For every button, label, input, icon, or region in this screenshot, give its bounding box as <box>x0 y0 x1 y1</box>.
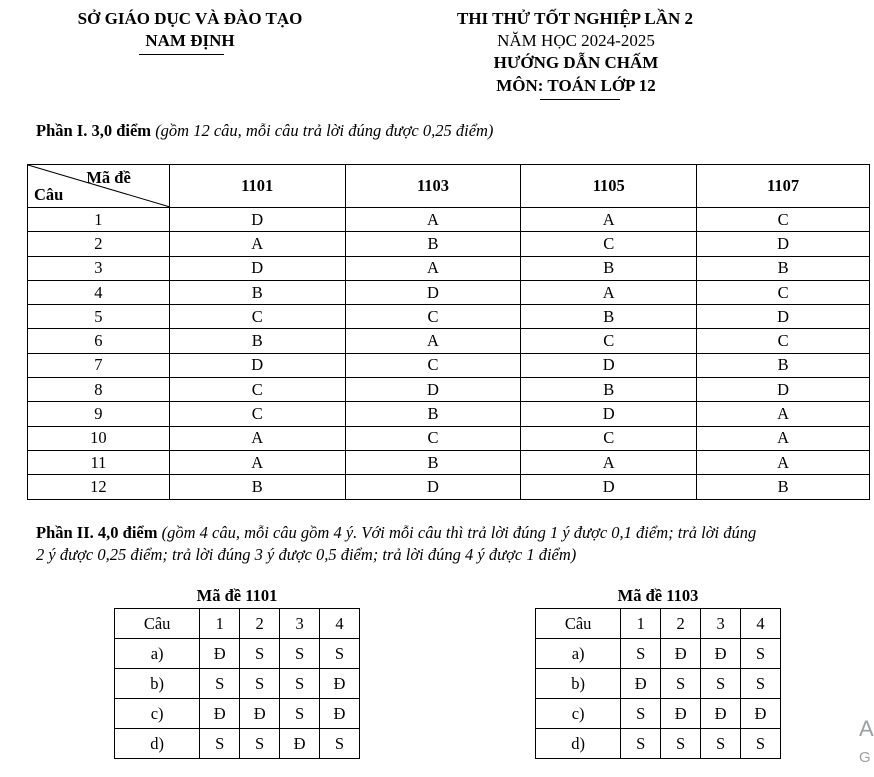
code-header: 1103 <box>345 165 521 208</box>
tf-row-label: d) <box>536 729 621 759</box>
part1-note: (gồm 12 câu, mỗi câu trả lời đúng được 0,25 điểm) <box>155 121 494 140</box>
answer-row <box>28 353 870 377</box>
answer-cell: C <box>521 426 697 450</box>
tf-row-label: b) <box>115 669 200 699</box>
tf-header-item: 2 <box>661 609 701 639</box>
tf-answer-cell: Đ <box>200 639 240 669</box>
answer-cell: A <box>521 208 697 232</box>
answer-cell: D <box>697 378 870 402</box>
tf-header-question: Câu <box>536 609 621 639</box>
part2-line-1 <box>36 522 866 544</box>
answer-cell: A <box>345 329 521 353</box>
tf-answer-cell: S <box>320 639 360 669</box>
tf-answer-cell: S <box>200 729 240 759</box>
school-year: NĂM HỌC 2024-2025 <box>497 31 655 50</box>
org-line-1: SỞ GIÁO DỤC VÀ ĐÀO TẠO <box>77 9 303 28</box>
code-header: 1107 <box>697 165 870 208</box>
question-number: 9 <box>28 402 170 426</box>
answer-cell: A <box>169 450 345 474</box>
answer-cell: D <box>345 378 521 402</box>
tf-row <box>115 699 360 729</box>
doc-type: HƯỚNG DẪN CHẤM <box>493 53 659 72</box>
answer-cell: A <box>521 280 697 304</box>
answer-cell: A <box>697 450 870 474</box>
part2-heading <box>36 522 866 566</box>
answer-cell: B <box>521 378 697 402</box>
corner-label-question: Câu <box>34 185 64 204</box>
tf-header-item: 2 <box>240 609 280 639</box>
tf-row-label: b) <box>536 669 621 699</box>
tf-row <box>536 669 781 699</box>
tf-header-item: 1 <box>621 609 661 639</box>
answer-cell: A <box>697 402 870 426</box>
answer-cell: D <box>521 475 697 499</box>
answer-cell: D <box>169 256 345 280</box>
answer-cell: B <box>345 450 521 474</box>
question-number: 8 <box>28 378 170 402</box>
question-number: 5 <box>28 305 170 329</box>
tf-answer-cell: S <box>200 669 240 699</box>
tf-answer-cell: S <box>621 699 661 729</box>
answer-cell: C <box>521 232 697 256</box>
tf-row <box>115 669 360 699</box>
tf-answer-cell: S <box>741 729 781 759</box>
tf-answer-cell: S <box>661 729 701 759</box>
corner-label-code: Mã đề <box>86 168 131 187</box>
answer-row <box>28 256 870 280</box>
question-number: 1 <box>28 208 170 232</box>
answer-cell: A <box>345 208 521 232</box>
answer-cell: A <box>345 256 521 280</box>
question-number: 4 <box>28 280 170 304</box>
answer-cell: C <box>169 378 345 402</box>
tf-answer-cell: Đ <box>200 699 240 729</box>
table-1103 <box>535 608 781 759</box>
answer-cell: C <box>169 305 345 329</box>
org-province: NAM ĐỊNH <box>145 31 235 50</box>
tf-row <box>536 729 781 759</box>
tf-answer-cell: S <box>741 669 781 699</box>
answer-cell: B <box>697 256 870 280</box>
tf-row <box>536 639 781 669</box>
tf-row <box>536 699 781 729</box>
tf-answer-cell: Đ <box>280 729 320 759</box>
tf-answer-cell: S <box>701 669 741 699</box>
answer-cell: A <box>169 426 345 450</box>
answer-cell: D <box>521 402 697 426</box>
tf-answer-cell: S <box>240 729 280 759</box>
answer-cell: B <box>521 305 697 329</box>
answer-row <box>28 208 870 232</box>
tf-answer-cell: Đ <box>741 699 781 729</box>
tf-header-item: 3 <box>280 609 320 639</box>
answer-row <box>28 450 870 474</box>
answer-cell: B <box>169 329 345 353</box>
answer-cell: C <box>697 329 870 353</box>
tf-header-item: 4 <box>741 609 781 639</box>
answer-cell: C <box>697 208 870 232</box>
part2-title: Phần II. 4,0 điểm <box>36 523 158 542</box>
answer-cell: C <box>345 305 521 329</box>
answer-row <box>28 475 870 499</box>
answer-cell: A <box>697 426 870 450</box>
part2-line-2 <box>36 544 866 566</box>
tf-answer-cell: S <box>741 639 781 669</box>
answer-row <box>28 402 870 426</box>
answer-row <box>28 280 870 304</box>
tf-row-label: d) <box>115 729 200 759</box>
answer-cell: D <box>169 353 345 377</box>
question-number: 6 <box>28 329 170 353</box>
answer-cell: D <box>697 305 870 329</box>
answer-cell: B <box>697 475 870 499</box>
question-number: 7 <box>28 353 170 377</box>
tf-answer-cell: Đ <box>320 669 360 699</box>
tf-header-item: 4 <box>320 609 360 639</box>
answer-cell: A <box>169 232 345 256</box>
tf-answer-cell: S <box>280 639 320 669</box>
answer-cell: D <box>345 280 521 304</box>
answer-cell: B <box>697 353 870 377</box>
tf-answer-cell: Đ <box>240 699 280 729</box>
tf-answer-cell: S <box>661 669 701 699</box>
part2-note-line-2: 2 ý được 0,25 điểm; trả lời đúng 3 ý được 0,5 điểm; trả lời đúng 4 ý được 1 điểm) <box>36 545 577 564</box>
tf-header-row <box>536 609 781 639</box>
answer-cell: B <box>169 280 345 304</box>
edge-mark-a: A <box>859 716 874 741</box>
tf-answer-cell: Đ <box>320 699 360 729</box>
answer-cell: C <box>169 402 345 426</box>
tf-header-row <box>115 609 360 639</box>
tf-header-item: 1 <box>200 609 240 639</box>
answer-cell: B <box>345 402 521 426</box>
answer-cell: D <box>345 475 521 499</box>
tf-answer-cell: S <box>621 639 661 669</box>
tf-answer-cell: Đ <box>661 639 701 669</box>
tf-answer-cell: S <box>320 729 360 759</box>
tf-answer-cell: S <box>701 729 741 759</box>
answer-cell: B <box>521 256 697 280</box>
tf-answer-cell: S <box>621 729 661 759</box>
subject: MÔN: TOÁN LỚP 12 <box>496 76 656 95</box>
corner-cell <box>28 165 170 208</box>
answer-row <box>28 426 870 450</box>
tf-answer-cell: Đ <box>621 669 661 699</box>
tf-header-item: 3 <box>701 609 741 639</box>
org-underline <box>139 54 224 55</box>
answer-cell: C <box>697 280 870 304</box>
tf-answer-cell: Đ <box>661 699 701 729</box>
part2-note-line-1: (gồm 4 câu, mỗi câu gồm 4 ý. Với mỗi câu thì trả lời đúng 1 ý được 0,1 điểm; trả lời đúng <box>161 523 757 542</box>
tf-row <box>115 639 360 669</box>
answer-cell: C <box>345 426 521 450</box>
tf-answer-cell: S <box>280 699 320 729</box>
tf-row-label: c) <box>115 699 200 729</box>
answer-cell: C <box>345 353 521 377</box>
part1-heading <box>36 120 856 142</box>
tf-answer-cell: Đ <box>701 699 741 729</box>
tf-row-label: a) <box>536 639 621 669</box>
table-1103-title: Mã đề 1103 <box>617 586 699 605</box>
org-line-2 <box>40 30 340 52</box>
question-number: 10 <box>28 426 170 450</box>
answer-cell: D <box>697 232 870 256</box>
question-number: 3 <box>28 256 170 280</box>
answer-row <box>28 329 870 353</box>
tf-row-label: c) <box>536 699 621 729</box>
answer-cell: B <box>345 232 521 256</box>
tf-row-label: a) <box>115 639 200 669</box>
answer-cell: D <box>169 208 345 232</box>
answer-cell: A <box>521 450 697 474</box>
answer-row <box>28 378 870 402</box>
tf-header-question: Câu <box>115 609 200 639</box>
code-header: 1105 <box>521 165 697 208</box>
part1-title: Phần I. 3,0 điểm <box>36 121 152 140</box>
answer-row <box>28 305 870 329</box>
subject-underline <box>540 99 620 100</box>
table-1101 <box>114 608 360 759</box>
part1-answer-table <box>27 164 870 500</box>
answer-cell: D <box>521 353 697 377</box>
tf-row <box>115 729 360 759</box>
tf-answer-cell: S <box>240 639 280 669</box>
code-header: 1101 <box>169 165 345 208</box>
tf-answer-cell: S <box>240 669 280 699</box>
answer-row <box>28 232 870 256</box>
part1-header-row <box>28 165 870 208</box>
answer-cell: C <box>521 329 697 353</box>
question-number: 11 <box>28 450 170 474</box>
edge-mark-g: G <box>859 749 871 766</box>
exam-title: THI THỬ TỐT NGHIỆP LẦN 2 <box>456 9 694 28</box>
question-number: 12 <box>28 475 170 499</box>
question-number: 2 <box>28 232 170 256</box>
answer-cell: B <box>169 475 345 499</box>
tf-answer-cell: S <box>280 669 320 699</box>
tf-answer-cell: Đ <box>701 639 741 669</box>
table-1101-title: Mã đề 1101 <box>196 586 278 605</box>
